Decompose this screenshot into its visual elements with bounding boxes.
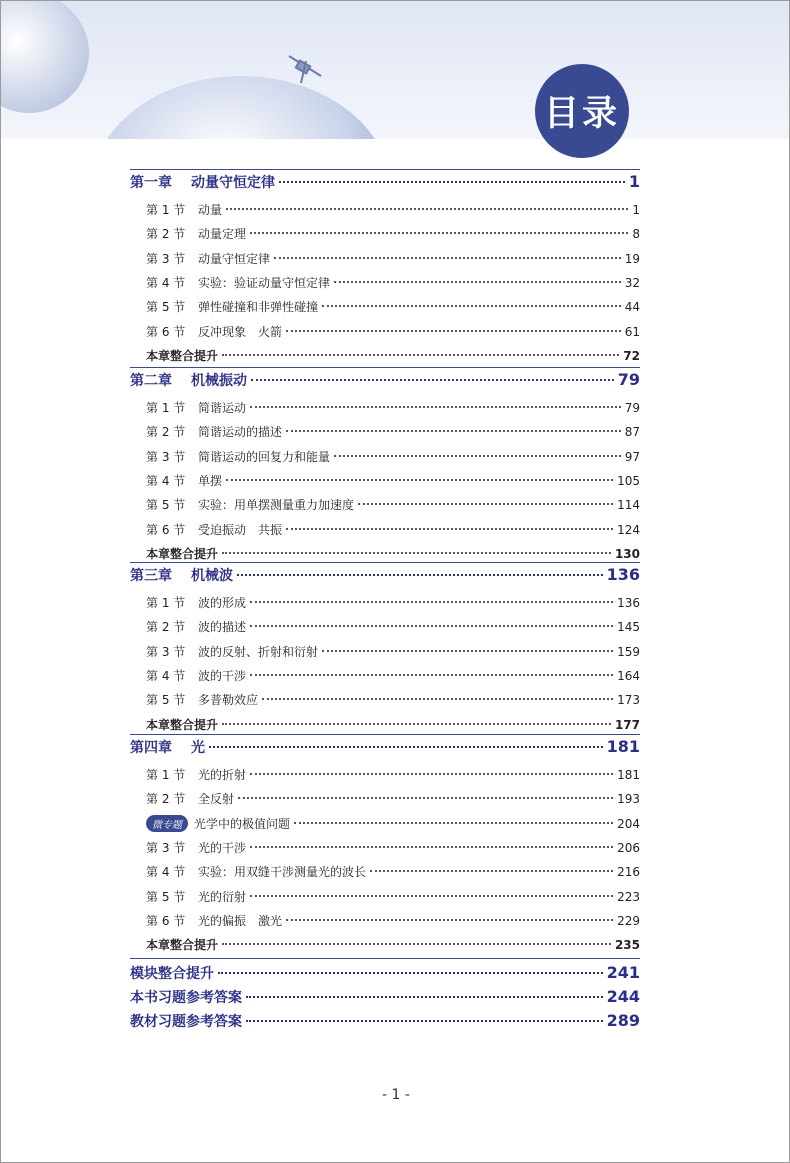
dot-leader xyxy=(209,746,603,748)
section-entry[interactable] xyxy=(146,496,640,513)
section-entry[interactable] xyxy=(146,863,640,880)
section-page: 206 xyxy=(617,840,640,855)
section-title: 简谐运动 xyxy=(198,401,247,415)
section-page: 124 xyxy=(617,522,640,537)
dot-leader xyxy=(334,281,621,283)
special-topic-badge: 微专题 xyxy=(146,815,188,832)
dot-leader xyxy=(250,846,613,848)
section-title: 简谐运动的回复力和能量 xyxy=(198,449,331,464)
chapter-divider xyxy=(130,562,640,563)
chapter-page: 181 xyxy=(606,737,640,756)
section-label: 第 1 节 xyxy=(146,401,186,415)
dot-leader xyxy=(334,455,621,457)
section-label: 第 4 节 xyxy=(146,865,186,880)
section-page: 229 xyxy=(617,913,640,928)
section-entry[interactable] xyxy=(146,250,640,267)
section-page: 173 xyxy=(617,693,640,708)
section-page: 61 xyxy=(624,324,640,339)
section-title: 动量 xyxy=(198,203,223,217)
section-page: 235 xyxy=(614,938,640,953)
section-title: 实验：用单摆测量重力加速度 xyxy=(198,498,355,513)
dot-leader xyxy=(286,919,613,921)
section-page: 8 xyxy=(632,227,640,242)
section-title: 光的衍射 xyxy=(198,889,247,904)
section-page: 105 xyxy=(617,473,640,488)
section-page: 32 xyxy=(624,275,640,290)
section-label: 第 6 节 xyxy=(146,913,186,928)
dot-leader xyxy=(279,181,625,183)
summary-entry[interactable] xyxy=(146,936,640,953)
section-entry[interactable] xyxy=(146,839,640,856)
section-entry[interactable] xyxy=(146,912,640,929)
section-label: 第 3 节 xyxy=(146,449,186,464)
summary-entry[interactable] xyxy=(146,545,640,562)
section-page: 114 xyxy=(617,498,640,513)
summary-entry[interactable] xyxy=(146,716,640,733)
section-entry[interactable] xyxy=(146,643,640,660)
section-entry[interactable] xyxy=(146,521,640,538)
section-label: 第 6 节 xyxy=(146,324,186,339)
section-page: 136 xyxy=(617,596,640,610)
section-title: 波的描述 xyxy=(198,620,247,635)
summary-entry[interactable] xyxy=(146,347,640,364)
chapter-label: 第三章 xyxy=(130,568,172,584)
section-entry[interactable] xyxy=(146,667,640,684)
chapter-page: 79 xyxy=(617,370,640,389)
section-page: 223 xyxy=(617,889,640,904)
section-entry[interactable] xyxy=(146,225,640,242)
chapter-title: 机械波 xyxy=(191,568,233,584)
section-label: 第 5 节 xyxy=(146,498,186,513)
dot-leader xyxy=(294,822,613,824)
section-label: 第 6 节 xyxy=(146,522,186,537)
module-title: 本书习题参考答案 xyxy=(130,990,242,1006)
section-entry[interactable] xyxy=(146,323,640,340)
summary-label: 本章整合提升 xyxy=(146,938,219,953)
chapter-entry[interactable] xyxy=(130,370,640,390)
section-page: 97 xyxy=(624,449,640,464)
dot-leader xyxy=(286,330,621,332)
dot-leader xyxy=(370,870,613,872)
section-entry[interactable] xyxy=(146,618,640,635)
section-label: 第 5 节 xyxy=(146,889,186,904)
chapter-page: 136 xyxy=(606,565,640,584)
section-entry[interactable] xyxy=(146,274,640,291)
section-page: 193 xyxy=(617,792,640,807)
section-entry[interactable] xyxy=(146,691,640,708)
section-label: 第 1 节 xyxy=(146,203,186,217)
section-title: 波的形成 xyxy=(198,596,247,610)
section-title: 弹性碰撞和非弹性碰撞 xyxy=(198,300,319,315)
module-page: 244 xyxy=(606,987,640,1006)
section-title: 光的干涉 xyxy=(198,840,247,855)
dot-leader xyxy=(218,972,603,974)
chapter-label: 第一章 xyxy=(130,175,172,191)
section-entry[interactable] xyxy=(146,298,640,315)
section-label: 第 4 节 xyxy=(146,275,186,290)
section-title: 波的干涉 xyxy=(198,668,247,683)
section-page: 44 xyxy=(624,300,640,315)
chapter-label: 第二章 xyxy=(130,373,172,389)
module-title: 教材习题参考答案 xyxy=(130,1014,242,1030)
dot-leader xyxy=(246,996,603,998)
dot-leader xyxy=(286,430,621,432)
section-entry[interactable] xyxy=(146,201,640,218)
chapter-divider xyxy=(130,734,640,735)
dot-leader xyxy=(274,257,621,259)
dot-leader xyxy=(222,354,619,356)
toc-title: 目录 xyxy=(543,94,620,134)
dot-leader xyxy=(322,305,621,307)
section-label: 第 2 节 xyxy=(146,792,186,807)
dot-leader xyxy=(251,379,614,381)
dot-leader xyxy=(246,1020,603,1022)
dot-leader xyxy=(250,406,621,408)
section-label: 第 4 节 xyxy=(146,473,186,488)
section-title: 受迫振动 共振 xyxy=(198,522,283,537)
section-label: 第 1 节 xyxy=(146,596,186,610)
chapter-page: 1 xyxy=(628,172,640,191)
section-page: 79 xyxy=(624,401,640,415)
section-label: 第 3 节 xyxy=(146,644,186,659)
section-entry[interactable] xyxy=(146,766,640,783)
section-label: 第 3 节 xyxy=(146,840,186,855)
chapter-divider xyxy=(130,169,640,170)
section-title: 动量守恒定律 xyxy=(198,251,271,266)
special-topic-entry[interactable] xyxy=(146,815,640,832)
section-page: 181 xyxy=(617,768,640,782)
section-page: 1 xyxy=(632,203,640,217)
section-title: 光学中的极值问题 xyxy=(194,816,291,831)
dot-leader xyxy=(222,943,611,945)
module-page: 241 xyxy=(606,963,640,982)
summary-label: 本章整合提升 xyxy=(146,546,219,561)
chapter-title: 光 xyxy=(191,740,205,756)
dot-leader xyxy=(226,208,628,210)
chapter-divider xyxy=(130,367,640,368)
section-page: 164 xyxy=(617,668,640,683)
dot-leader xyxy=(250,895,613,897)
section-label: 第 2 节 xyxy=(146,227,186,242)
dot-leader xyxy=(250,232,628,234)
section-title: 反冲现象 火箭 xyxy=(198,324,283,339)
section-title: 单摆 xyxy=(198,473,223,488)
section-page: 130 xyxy=(614,546,640,561)
chapter-entry[interactable] xyxy=(130,172,640,192)
section-label: 第 5 节 xyxy=(146,300,186,315)
dot-leader xyxy=(250,625,613,627)
summary-label: 本章整合提升 xyxy=(146,717,219,732)
module-title: 模块整合提升 xyxy=(130,966,214,982)
section-page: 177 xyxy=(614,717,640,732)
section-page: 145 xyxy=(617,620,640,635)
dot-leader xyxy=(286,528,613,530)
module-entry[interactable] xyxy=(130,987,640,1007)
dot-leader xyxy=(250,601,613,603)
module-divider xyxy=(130,958,640,959)
chapter-title: 机械振动 xyxy=(191,373,247,389)
dot-leader xyxy=(226,479,613,481)
section-page: 87 xyxy=(624,425,640,440)
page-number: - 1 - xyxy=(382,1087,410,1103)
chapter-entry[interactable] xyxy=(130,565,640,585)
section-page: 216 xyxy=(617,865,640,880)
section-title: 全反射 xyxy=(198,792,235,807)
section-entry[interactable] xyxy=(146,399,640,416)
dot-leader xyxy=(250,773,613,775)
section-title: 实验：验证动量守恒定律 xyxy=(198,275,331,290)
section-title: 动量定理 xyxy=(198,227,247,242)
summary-label: 本章整合提升 xyxy=(146,348,219,363)
section-label: 第 3 节 xyxy=(146,251,186,266)
section-label: 第 2 节 xyxy=(146,425,186,440)
section-title: 多普勒效应 xyxy=(198,693,259,708)
dot-leader xyxy=(322,650,613,652)
module-entry[interactable] xyxy=(130,963,640,983)
chapter-title: 动量守恒定律 xyxy=(191,175,275,191)
header-illustration xyxy=(1,1,789,143)
section-title: 简谐运动的描述 xyxy=(198,425,283,440)
section-title: 实验：用双缝干涉测量光的波长 xyxy=(198,865,367,880)
dot-leader xyxy=(250,674,613,676)
module-entry[interactable] xyxy=(130,1011,640,1031)
dot-leader xyxy=(358,503,613,505)
dot-leader xyxy=(222,552,611,554)
module-page: 289 xyxy=(606,1011,640,1030)
section-title: 波的反射、折射和衍射 xyxy=(198,644,319,659)
section-title: 光的折射 xyxy=(198,768,247,782)
section-page: 19 xyxy=(624,251,640,266)
section-entry[interactable] xyxy=(146,888,640,905)
chapter-entry[interactable] xyxy=(130,737,640,757)
toc-title-badge xyxy=(535,64,629,158)
section-label: 第 2 节 xyxy=(146,620,186,635)
section-page: 159 xyxy=(617,644,640,659)
dot-leader xyxy=(222,723,611,725)
section-label: 第 1 节 xyxy=(146,768,186,782)
section-entry[interactable] xyxy=(146,790,640,807)
chapter-label: 第四章 xyxy=(130,740,172,756)
section-page: 204 xyxy=(617,816,640,831)
dot-leader xyxy=(262,698,613,700)
section-title: 光的偏振 激光 xyxy=(198,913,283,928)
section-entry[interactable] xyxy=(146,472,640,489)
dot-leader xyxy=(237,574,603,576)
section-entry[interactable] xyxy=(146,448,640,465)
dot-leader xyxy=(238,797,613,799)
section-page: 72 xyxy=(623,348,640,363)
section-label: 第 4 节 xyxy=(146,668,186,683)
section-entry[interactable] xyxy=(146,423,640,440)
section-label: 第 5 节 xyxy=(146,693,186,708)
section-entry[interactable] xyxy=(146,594,640,611)
